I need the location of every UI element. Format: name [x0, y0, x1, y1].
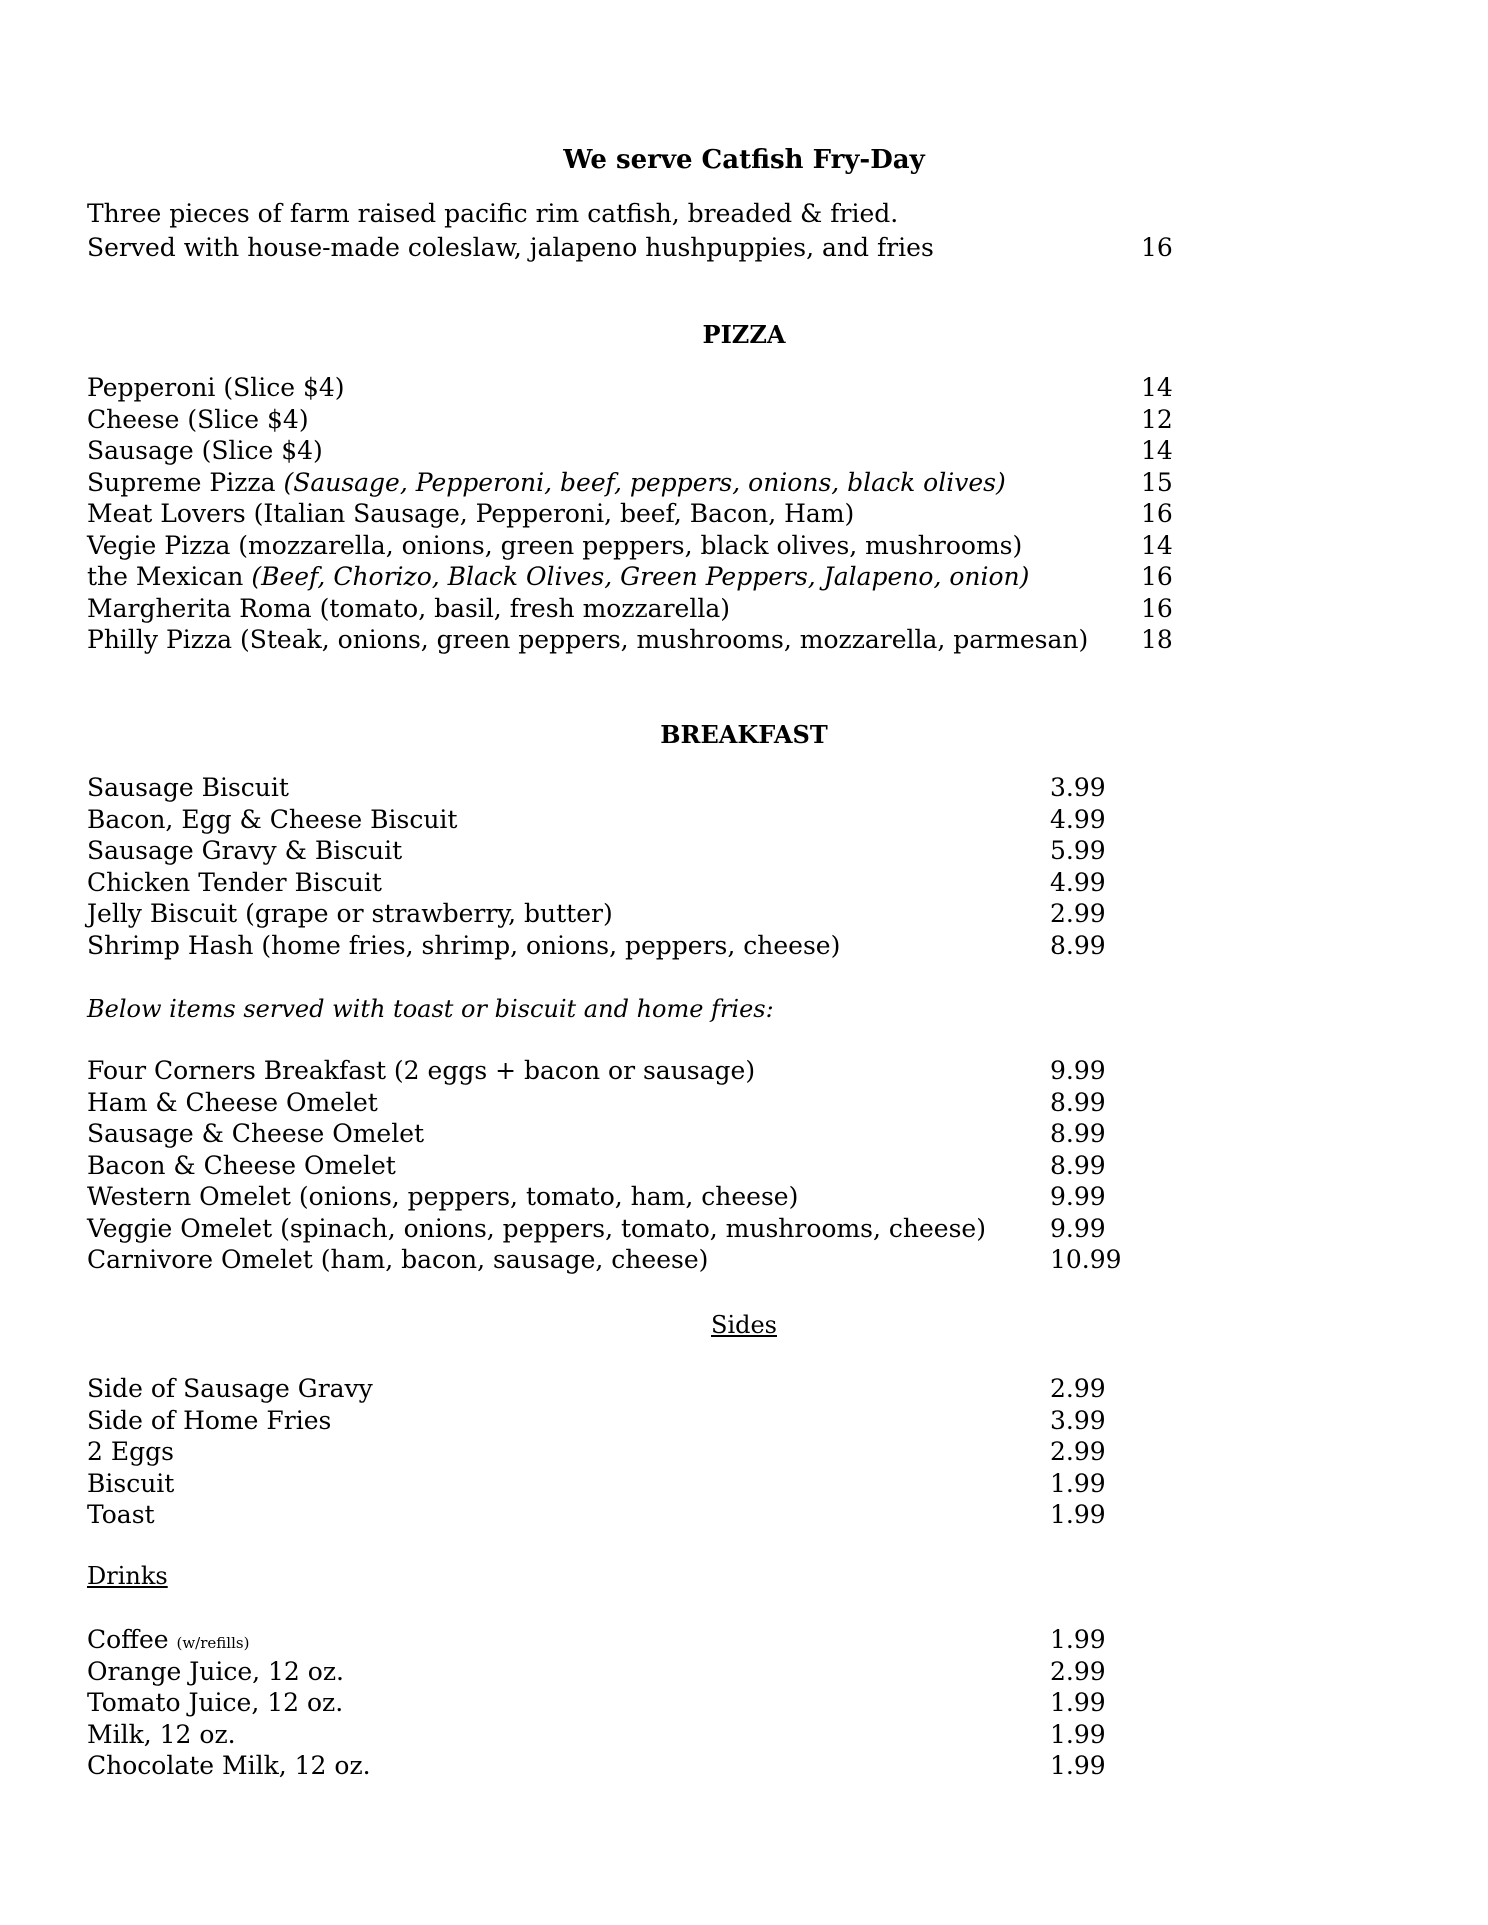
menu-item [87, 1374, 373, 1404]
menu-item-price: 15 [1141, 467, 1173, 497]
menu-item-name: Orange Juice, 12 oz. [87, 1656, 344, 1686]
menu-item-name: Sausage Biscuit [87, 773, 289, 802]
catfish-title: We serve Catfish Fry-Day [563, 145, 925, 175]
menu-item-name: Biscuit [87, 1468, 175, 1498]
menu-item-name: Ham & Cheese Omelet [87, 1087, 378, 1117]
menu-item [87, 594, 730, 624]
menu-item-price: 9.99 [1050, 1056, 1106, 1085]
menu-item [87, 1088, 378, 1118]
menu-item [87, 931, 840, 961]
menu-item [87, 1751, 371, 1781]
menu-item [87, 1182, 798, 1212]
menu-item [87, 1119, 424, 1149]
menu-item [87, 836, 402, 866]
menu-item-detail: (Sausage, Pepperoni, beef, peppers, onions, black olives) [283, 467, 1006, 497]
menu-item-name: Shrimp Hash (home fries, shrimp, onions, peppers, cheese) [87, 930, 841, 960]
menu-item [87, 562, 1029, 592]
menu-item-price: 2.99 [1050, 1374, 1106, 1403]
menu-item-price: 8.99 [1050, 930, 1106, 960]
menu-item-price: 1.99 [1050, 1468, 1106, 1498]
menu-item-name: Milk, 12 oz. [87, 1719, 236, 1749]
menu-item-name: Philly Pizza (Steak, onions, green peppers, mushrooms, mozzarella, parmesan) [87, 625, 1089, 654]
menu-item [87, 373, 345, 403]
menu-item-name: Cheese (Slice $4) [87, 404, 309, 434]
menu-item [87, 436, 323, 466]
menu-item-price: 2.99 [1050, 1437, 1106, 1466]
menu-item-price: 1.99 [1050, 1500, 1106, 1529]
menu-item-name: Western Omelet (onions, peppers, tomato, ham, cheese) [87, 1182, 799, 1211]
menu-item [87, 1406, 331, 1436]
menu-item-price: 1.99 [1050, 1688, 1106, 1717]
menu-item-name: Bacon & Cheese Omelet [87, 1150, 396, 1180]
menu-item [87, 1214, 986, 1244]
menu-item [87, 1688, 343, 1718]
menu-item-name: Sausage & Cheese Omelet [87, 1119, 425, 1148]
menu-item-name: 2 Eggs [87, 1437, 174, 1466]
menu-item-price: 9.99 [1050, 1182, 1106, 1211]
menu-item-name: Four Corners Breakfast (2 eggs + bacon or sausage) [87, 1056, 756, 1085]
menu-item-price: 2.99 [1050, 1656, 1106, 1686]
menu-item-price: 3.99 [1050, 1405, 1106, 1435]
menu-item-detail: (w/refills) [176, 1634, 250, 1652]
menu-item [87, 773, 289, 803]
catfish-description-line-1: Three pieces of farm raised pacific rim catfish, breaded & fried. [87, 199, 899, 228]
menu-item-name: Sausage Gravy & Biscuit [87, 836, 403, 865]
menu-item-price: 4.99 [1050, 804, 1106, 834]
menu-item-price: 3.99 [1050, 773, 1106, 802]
menu-item [87, 1500, 155, 1530]
menu-item-name: Meat Lovers (Italian Sausage, Pepperoni, beef, Bacon, Ham) [87, 499, 855, 528]
menu-item [87, 899, 613, 929]
menu-item-name: Chocolate Milk, 12 oz. [87, 1751, 371, 1780]
menu-item-name: Tomato Juice, 12 oz. [87, 1688, 344, 1717]
catfish-description-line-2: Served with house-made coleslaw, jalapeno hushpuppies, and fries [87, 233, 934, 262]
menu-item-price: 8.99 [1050, 1087, 1106, 1117]
menu-item-price: 18 [1141, 625, 1173, 654]
menu-item-name: the Mexican [87, 562, 252, 591]
menu-item [87, 625, 1088, 655]
sides-heading: Sides [711, 1311, 777, 1339]
menu-item [87, 1469, 174, 1499]
menu-item-name: Margherita Roma (tomato, basil, fresh mozzarella) [87, 593, 730, 623]
menu-item-price: 14 [1141, 373, 1173, 402]
menu-item-name: Sausage (Slice $4) [87, 436, 323, 465]
menu-item-name: Side of Home Fries [87, 1405, 332, 1435]
menu-item-price: 9.99 [1050, 1213, 1106, 1243]
drinks-heading: Drinks [87, 1562, 168, 1590]
menu-item-price: 16 [1141, 562, 1173, 591]
menu-item-name: Pepperoni (Slice $4) [87, 373, 345, 402]
menu-item-name: Coffee [87, 1625, 177, 1654]
menu-item [87, 1056, 755, 1086]
menu-item-price: 14 [1141, 530, 1173, 560]
menu-item-price: 12 [1141, 404, 1173, 434]
menu-item-price: 8.99 [1050, 1150, 1106, 1180]
menu-item-name: Carnivore Omelet (ham, bacon, sausage, cheese) [87, 1245, 709, 1274]
menu-item-price: 16 [1141, 499, 1173, 528]
menu-item-detail: (Beef, Chorizo, Black Olives, Green Peppers, Jalapeno, onion) [251, 562, 1030, 591]
breakfast-heading: BREAKFAST [660, 720, 828, 749]
menu-item-name: Veggie Omelet (spinach, onions, peppers, tomato, mushrooms, cheese) [87, 1213, 986, 1243]
menu-item-price: 1.99 [1050, 1625, 1106, 1654]
menu-item-name: Side of Sausage Gravy [87, 1374, 373, 1403]
menu-item [87, 1245, 708, 1275]
menu-item [87, 499, 854, 529]
menu-item [87, 868, 382, 898]
breakfast-note: Below items served with toast or biscuit and home fries: [87, 995, 774, 1023]
menu-item-price: 14 [1141, 436, 1173, 465]
menu-item [87, 1625, 249, 1658]
menu-item [87, 1657, 344, 1687]
menu-item-price: 5.99 [1050, 836, 1106, 865]
menu-item-price: 1.99 [1050, 1719, 1106, 1749]
menu-item-name: Vegie Pizza (mozzarella, onions, green peppers, black olives, mushrooms) [87, 530, 1023, 560]
menu-item-name: Bacon, Egg & Cheese Biscuit [87, 804, 458, 834]
menu-item [87, 1720, 236, 1750]
catfish-price: 16 [1141, 233, 1173, 262]
menu-item-price: 2.99 [1050, 899, 1106, 928]
menu-item [87, 405, 309, 435]
menu-item-price: 1.99 [1050, 1751, 1106, 1780]
pizza-heading: PIZZA [702, 320, 786, 349]
menu-item [87, 805, 457, 835]
menu-item [87, 468, 1006, 498]
menu-item-price: 4.99 [1050, 867, 1106, 897]
menu-item-name: Supreme Pizza [87, 467, 284, 497]
menu-item-price: 16 [1141, 593, 1173, 623]
menu-item-price: 8.99 [1050, 1119, 1106, 1148]
menu-item-name: Jelly Biscuit (grape or strawberry, butter) [87, 899, 613, 928]
menu-item-name: Toast [87, 1500, 155, 1529]
menu-item [87, 531, 1022, 561]
menu-item [87, 1437, 174, 1467]
menu-item-price: 10.99 [1050, 1245, 1122, 1274]
menu-item-name: Chicken Tender Biscuit [87, 867, 382, 897]
menu-item [87, 1151, 396, 1181]
